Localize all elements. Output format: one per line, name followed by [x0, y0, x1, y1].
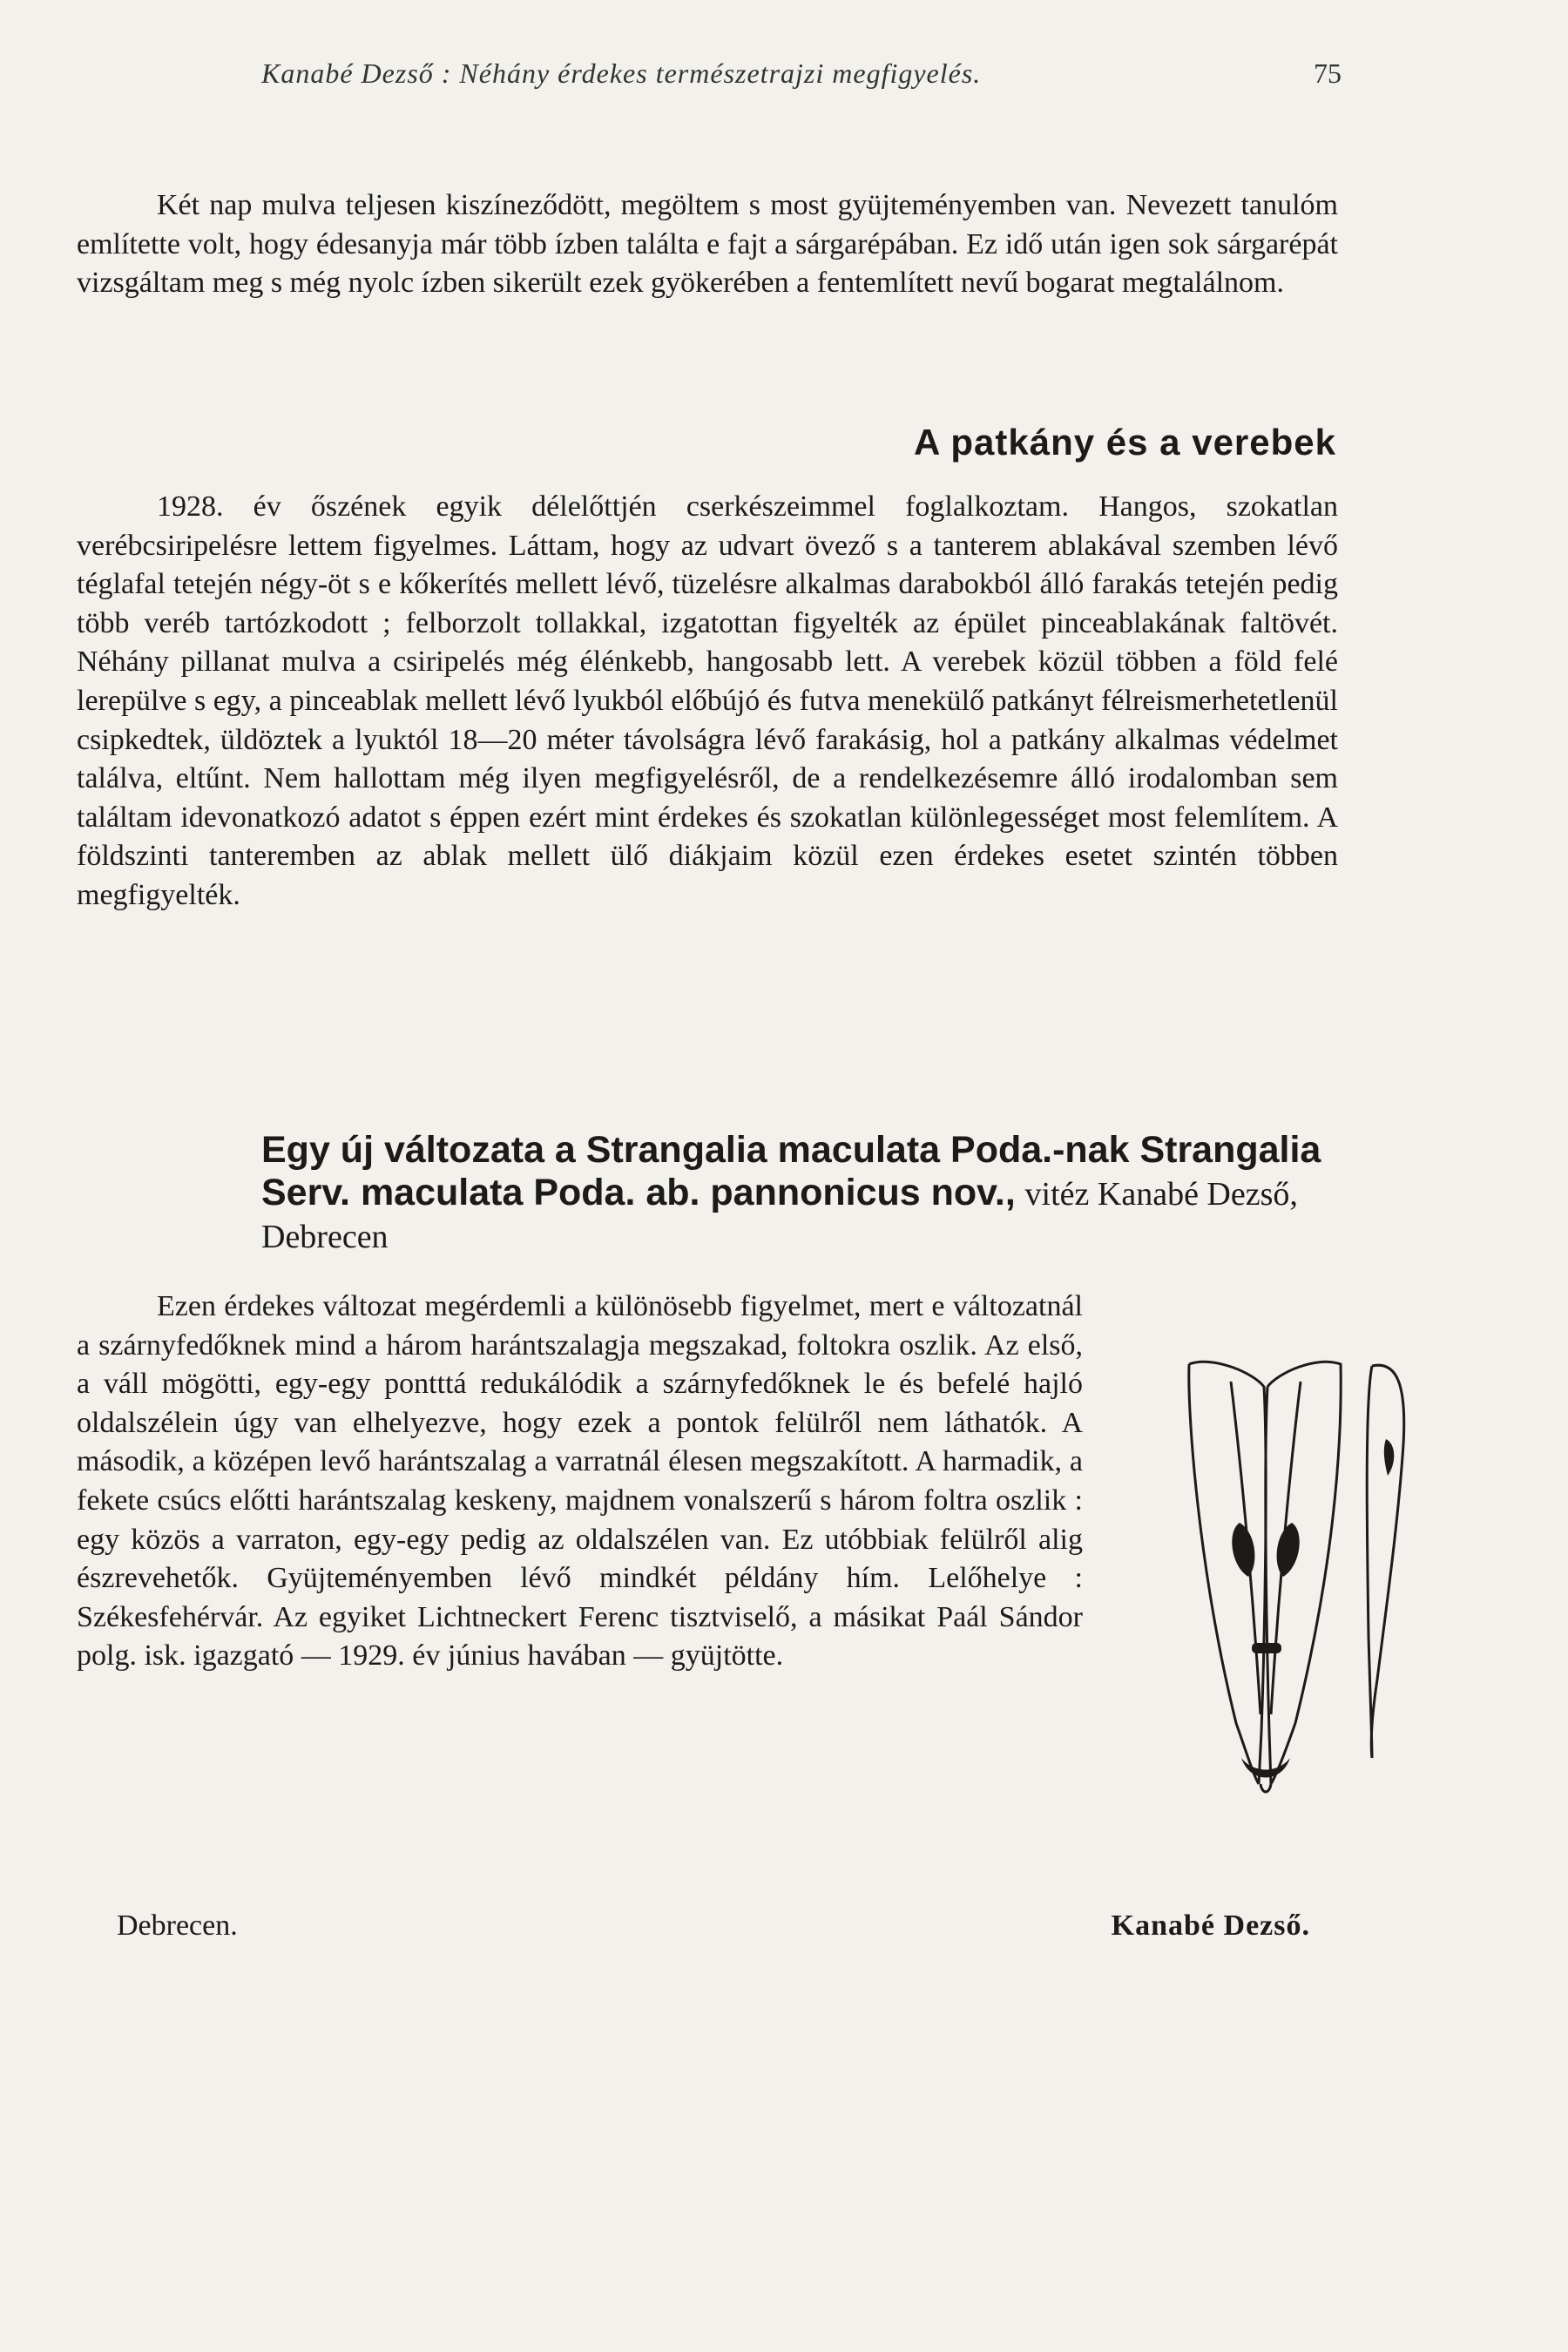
signature-name: Kanabé Dezső. [1111, 1909, 1310, 1942]
section2-author: vitéz Kanabé Dezső, Debrecen [261, 1176, 1298, 1255]
beetle-elytra-illustration-icon [1098, 1348, 1338, 1862]
intro-paragraph: Két nap mulva teljesen kiszíneződött, megöltem s most gyüjteményemben van. Nevezett tanulóm említette volt, hogy édesanyja már több ízben találta e fajt a sárgarépában. Ez idő után igen sok sárgarépát vizsgáltam meg s még nyolc ízben sikerült ezek gyökerében a fentemlített nevű bogarat megtalálnom. [77, 189, 1338, 300]
section1-body: 1928. év őszének egyik délelőttjén cserkészeimmel foglalkoztam. Hangos, szokatlan verébcsiripelésre lettem figyelmes. Láttam, hogy az udvart övező s a tanterem ablakával szemben lévő téglafal tetején négy-öt s e kőkerítés mellett lévő, tüzelésre alkalmas darabokból álló farakás tetején pedig több veréb tartózkodott ; felborzolt tollakkal, izgatottan figyelték az épület pinceablakának faltövét. Néhány pillanat mulva a csiripelés még élénkebb, hangosabb lett. A verebek közül többen a föld felé lerepülve s egy, a pinceablak mellett lévő lyukból előbújó és futva menekülő patkányt félreismerhetetlenül csipkedtek, üldöztek a lyuktól 18—20 méter távolságra lévő farakásig, hol a patkány alkalmas védelmet találva, eltűnt. Nem hallottam még ilyen megfigyelésről, de a rendelkezésemre álló irodalomban sem találtam idevonatkozó adatot s éppen ezért mint érdekes és szokatlan különlegességet most felemlítem. A földszinti tanteremben az ablak mellett ülő diákjaim közül ezen érdekes esetet szintén többen megfigyelték. [77, 490, 1338, 911]
section2-body: Ezen érdekes változat megérdemli a különösebb figyelmet, mert e változatnál a szárnyfedőknek mind a három harántszalagja megszakad, foltokra oszlik. Az első, a váll mögötti, egy-egy pontttá redukálódik a szárnyfedőknek le és befelé hajló oldalszélein úgy van elhelyezve, hogy ezek a pontok felülről nem láthatók. A második, a középen levő harántszalag a varratnál élesen megszakított. A harmadik, a fekete csúcs előtti harántszalag keskeny, majdnem vonalszerű s három foltra oszlik : egy közös a varraton, egy-egy pedig az oldalszélen van. Ez utóbbiak felülről alig észrevehetők. Gyüjteményemben lévő mindkét példány hím. Lelőhelye : Székesfehérvár. Az egyiket Lichtneckert Ferenc tisztviselő, a másikat Paál Sándor polg. isk. igazgató — 1929. év június havában — gyüjtötte. [77, 1290, 1083, 1673]
page-number: 75 [1314, 57, 1342, 89]
running-header [0, 57, 1568, 110]
signature-place: Debrecen. [117, 1909, 238, 1942]
running-title: Kanabé Dezső : Néhány érdekes természetrajzi megfigyelés. [261, 57, 982, 89]
section2-body-container [77, 1288, 1338, 1862]
section1-title: A patkány és a verebek [913, 422, 1336, 463]
section2-heading [261, 1129, 1394, 1258]
section2-title: Egy új változata a Strangalia maculata Poda.-nak Strangalia Serv. maculata Poda. ab. pannonicus nov., [261, 1129, 1321, 1213]
